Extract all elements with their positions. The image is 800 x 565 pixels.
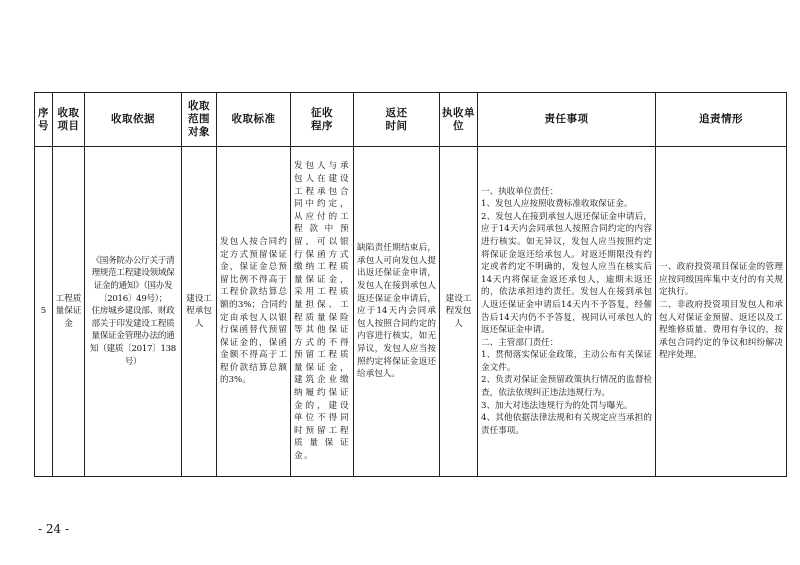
page-number: - 24 - [38,522,70,536]
cell-unit: 建设工程发包人 [440,147,478,477]
cell-scope: 建设工程承包人 [182,147,217,477]
header-seq: 序 号 [35,93,53,147]
header-basis: 收取依据 [85,93,182,147]
header-unit: 执收单 位 [440,93,478,147]
header-standard: 收取标准 [217,93,291,147]
cell-item: 工程质 量保证 金 [53,147,85,477]
cell-seq: 5 [35,147,53,477]
cell-accountability: 一、政府投资项目保证金的管理应按同级国库集中支付的有关规定执行。 二、非政府投资项目发包人和承包人对保证金预留、返还以及工程维修质量、费用有争议的，按承包合同约定的争议和纠纷解决程序处理。 [656,147,787,477]
fee-table [34,92,787,477]
cell-basis: 《国务院办公厅关于清理规范工程建设领域保证金的通知》（国办发〔2016〕49号）； 住房城乡建设部、财政部关于印发建设工程质量保证金管理办法的通知（建质〔2017〕138号） [85,147,182,477]
header-accountability: 追责情形 [656,93,787,147]
header-scope: 收取 范围 对象 [182,93,217,147]
header-return-time: 返还 时间 [354,93,440,147]
header-duty: 责任事项 [478,93,656,147]
table-header-row [35,93,787,147]
header-procedure: 征收 程序 [291,93,354,147]
cell-standard: 发包人按合同约定方式预留保证金，保证金总预留比例不得高于工程价款结算总额的3%；合同约定由承包人以银行保函替代预留保证金的，保函金额不得高于工程价款结算总额的3%。 [217,147,291,477]
table-row [35,147,787,477]
cell-procedure: 发包人与承包人在建设工程承包合同中约定，从应付的工程款中预留，可以银行保函方式缴纳工程质量保证金，采用工程质量担保、工程质量保险等其他保证方式的不得预留工程质量保证金，建筑企业缴纳履约保证金的，建设单位不得同时预留工程质量保证金。 [291,147,354,477]
cell-return-time: 缺陷责任期结束后，承包人可向发包人提出返还保证金申请，发包人在接到承包人返还保证金申请后，应于14天内会同承包人按照合同约定的内容进行核实，如无异议，发包人应当按照约定将保证金返还给承包人。 [354,147,440,477]
cell-duty: 一、执收单位责任： 1、发包人应按照收费标准收取保证金。 2、发包人在接到承包人返还保证金申请后，应于14天内会同承包人按照合同约定的内容进行核实。如无异议，发包人应当按照约定将保证金返还给承包人。对返还期限没有约定或者约定不明确的，发包人应当在核实后14天内将保证金返还承包人，逾期未返还的，依法承担违约责任。发包人在接到承包人返还保证金申请后14天内不予答复，经催告后14天内仍不予答复，视同认可承包人的返还保证金申请。 二、主管部门责任： 1、贯彻落实保证金政策，主动公布有关保证金文件。 2、负责对保证金预留政策执行情况的监督检查，依法依规纠正违法违规行为。 3、加大对违法违规行为的处罚与曝光。 4、其他依据法律法规和有关规定应当承担的责任事项。 [478,147,656,477]
header-item: 收取 项目 [53,93,85,147]
